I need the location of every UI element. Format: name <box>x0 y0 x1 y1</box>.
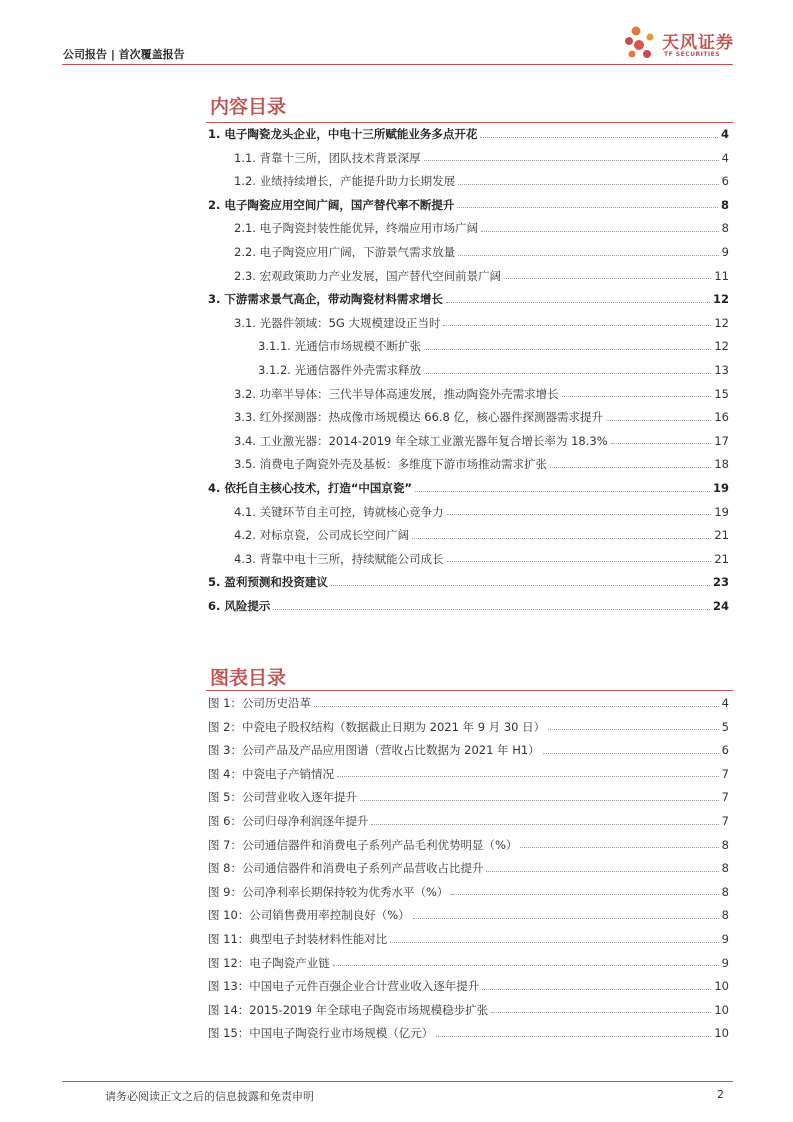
figure-entry-title: 图 6：公司归母净利润逐年提升 <box>208 814 369 828</box>
figure-entry-page: 8 <box>721 861 729 876</box>
figure-entry[interactable] <box>208 952 729 974</box>
toc-entry-page: 4 <box>720 127 729 141</box>
toc-entry[interactable] <box>234 548 729 570</box>
figure-entry[interactable] <box>208 904 729 926</box>
toc-entry-title: 6. 风险提示 <box>208 599 271 613</box>
figure-entry[interactable] <box>208 928 729 950</box>
figure-entry-title: 图 7：公司通信器件和消费电子系列产品毛利优势明显（%） <box>208 837 518 852</box>
toc-entry-page: 17 <box>714 433 729 448</box>
figure-entry-title: 图 15：中国电子陶瓷行业市场规模（亿元） <box>208 1026 434 1041</box>
toc-leader-dots <box>424 160 719 161</box>
toc-entry[interactable] <box>234 265 729 287</box>
toc-entry-title: 3.5. 消费电子陶瓷外壳及基板：多维度下游市场推动需求扩张 <box>234 457 548 472</box>
toc-entry-title: 3.3. 红外探测器：热成像市场规模达 66.8 亿，核心器件探测器需求提升 <box>234 410 604 425</box>
toc-leader-dots <box>424 373 711 374</box>
toc-entry-title: 2.1. 电子陶瓷封装性能优异，终端应用市场广阔 <box>234 221 479 236</box>
figure-entry[interactable] <box>208 810 729 832</box>
toc-leader-dots <box>562 396 712 397</box>
figure-entry-title: 图 5：公司营业收入逐年提升 <box>208 790 357 805</box>
figure-entry-page: 5 <box>721 719 729 734</box>
figure-leader-dots <box>337 776 719 777</box>
figure-leader-dots <box>482 989 711 990</box>
toc-entry-page: 8 <box>721 221 729 236</box>
toc-entry[interactable] <box>234 312 729 334</box>
toc-entry[interactable] <box>208 288 729 310</box>
toc-leader-dots <box>458 184 719 185</box>
toc-entry-page: 9 <box>721 245 729 259</box>
figure-entry[interactable] <box>208 1022 729 1044</box>
toc-entry-title: 1.2. 业绩持续增长，产能提升助力长期发展 <box>234 174 456 189</box>
toc-entry-title: 2. 电子陶瓷应用空间广阔，国产替代率不断提升 <box>208 197 455 212</box>
figure-leader-dots <box>520 847 718 848</box>
figure-entry-page: 9 <box>721 932 729 946</box>
figure-entry[interactable] <box>208 857 729 879</box>
figure-leader-dots <box>436 1036 711 1037</box>
figure-leader-dots <box>491 1012 711 1013</box>
toc-leader-dots <box>504 278 711 279</box>
toc-leader-dots <box>457 207 718 208</box>
toc-entry-title: 3.4. 工业激光器：2014-2019 年全球工业激光器年复合增长率为 18.3% <box>234 433 608 448</box>
toc-leader-dots <box>424 349 711 350</box>
figure-entry-title: 图 9：公司净利率长期保持较为优秀水平（%） <box>208 884 449 899</box>
logo-mark-icon <box>624 24 660 62</box>
toc-entry-page: 12 <box>714 339 729 354</box>
toc-entry-page: 12 <box>714 315 729 330</box>
toc-entry-title: 4.2. 对标京瓷，公司成长空间广阔 <box>234 528 410 543</box>
figure-entry-title: 图 11：典型电子封装材料性能对比 <box>208 932 388 946</box>
toc-entry-title: 3.1. 光器件领域：5G 大规模建设正当时 <box>234 315 441 330</box>
toc-entry-title: 1. 电子陶瓷龙头企业，中电十三所赋能业务多点开花 <box>208 127 478 141</box>
toc-entry[interactable] <box>234 406 729 428</box>
toc-leader-dots <box>611 443 712 444</box>
toc-leader-dots <box>273 609 710 610</box>
toc-entry-title: 3.1.2. 光通信器件外壳需求释放 <box>258 363 422 377</box>
figures-title: 图表目录 <box>210 667 287 689</box>
toc-entry-page: 21 <box>714 551 729 566</box>
figure-leader-dots <box>333 965 719 966</box>
figure-entry-page: 6 <box>721 743 729 758</box>
toc-entry[interactable] <box>208 123 729 145</box>
toc-entry[interactable] <box>208 477 729 499</box>
figure-entry[interactable] <box>208 881 729 903</box>
report-type-label: 公司报告 | 首次覆盖报告 <box>63 48 185 61</box>
toc-entry[interactable] <box>234 170 729 192</box>
toc-leader-dots <box>415 491 710 492</box>
toc-entry-title: 4.3. 背靠中电十三所，持续赋能公司成长 <box>234 551 444 566</box>
toc-leader-dots <box>606 420 711 421</box>
figure-entry-page: 7 <box>721 766 729 781</box>
toc-entry-page: 19 <box>712 481 729 495</box>
header-divider <box>62 64 733 65</box>
figure-entry-title: 图 8：公司通信器件和消费电子系列产品营收占比提升 <box>208 861 484 876</box>
figure-leader-dots <box>314 706 719 707</box>
figure-leader-dots <box>543 753 719 754</box>
figure-entry-page: 8 <box>721 884 729 899</box>
logo-text-cn: 天风证券 <box>662 33 734 53</box>
toc-entry[interactable] <box>234 453 729 475</box>
toc-entry[interactable] <box>234 501 729 523</box>
toc-leader-dots <box>447 561 712 562</box>
toc-entry-title: 5. 盈利预测和投资建议 <box>208 575 328 590</box>
logo-text-en: TF SECURITIES <box>664 51 721 58</box>
page-number: 2 <box>717 1088 724 1101</box>
toc-entry-title: 3. 下游需求景气高企，带动陶瓷材料需求增长 <box>208 292 443 307</box>
toc-leader-dots <box>331 585 710 586</box>
figure-entry[interactable] <box>208 786 729 808</box>
figure-entry-page: 7 <box>721 814 729 828</box>
toc-leader-dots <box>446 302 710 303</box>
toc-entry-title: 4.1. 关键环节自主可控，铸就核心竞争力 <box>234 504 444 519</box>
figure-entry[interactable] <box>208 692 729 714</box>
toc-leader-dots <box>550 467 711 468</box>
figure-entry-title: 图 2：中瓷电子股权结构（数据截止日期为 2021 年 9 月 30 日） <box>208 719 546 734</box>
figure-entry-title: 图 1：公司历史沿革 <box>208 696 311 710</box>
figure-entry[interactable] <box>208 716 729 738</box>
company-logo <box>624 24 734 64</box>
toc-leader-dots <box>412 538 711 539</box>
toc-entry-page: 19 <box>714 504 729 519</box>
toc-entry[interactable] <box>234 217 729 239</box>
toc-entry-page: 24 <box>712 599 729 613</box>
figure-entry-title: 图 4：中瓷电子产销情况 <box>208 766 334 781</box>
toc-entry[interactable] <box>208 595 729 617</box>
toc-entry-title: 3.2. 功率半导体：三代半导体高速发展，推动陶瓷外壳需求增长 <box>234 386 559 401</box>
figure-entry-page: 7 <box>721 790 729 805</box>
toc-entry-page: 12 <box>712 292 729 307</box>
figure-entry[interactable] <box>208 999 729 1021</box>
toc-entry[interactable] <box>234 524 729 546</box>
figure-entry[interactable] <box>208 834 729 856</box>
toc-entry[interactable] <box>258 335 729 357</box>
toc-entry[interactable] <box>208 571 729 593</box>
figure-entry-page: 8 <box>721 837 729 852</box>
footer-divider <box>62 1081 733 1082</box>
toc-entry-page: 16 <box>714 410 729 425</box>
toc-entry-title: 4. 依托自主核心技术，打造“中国京瓷” <box>208 481 412 495</box>
toc-entry-title: 2.2. 电子陶瓷应用广阔，下游景气需求放量 <box>234 245 456 259</box>
toc-entry[interactable] <box>234 383 729 405</box>
figure-entry[interactable] <box>208 763 729 785</box>
toc-leader-dots <box>447 514 712 515</box>
figure-entry-page: 9 <box>721 955 729 970</box>
toc-entry-title: 2.3. 宏观政策助力产业发展，国产替代空间前景广阔 <box>234 268 502 283</box>
figure-leader-dots <box>548 729 719 730</box>
toc-entry[interactable] <box>234 430 729 452</box>
toc-entry-page: 11 <box>714 268 729 283</box>
toc-entry-page: 4 <box>721 150 729 165</box>
figures-title-divider <box>206 690 733 691</box>
toc-leader-dots <box>481 231 719 232</box>
figure-entry-title: 图 14：2015-2019 年全球电子陶瓷市场规模稳步扩张 <box>208 1002 489 1017</box>
toc-entry-page: 6 <box>721 174 729 189</box>
toc-entry-page: 13 <box>714 363 729 377</box>
toc-entry[interactable] <box>258 359 729 381</box>
figure-entry-title: 图 10：公司销售费用率控制良好（%） <box>208 908 410 923</box>
toc-entry-title: 1.1. 背靠十三所，团队技术背景深厚 <box>234 150 421 165</box>
figure-leader-dots <box>360 800 719 801</box>
figure-leader-dots <box>390 942 718 943</box>
figure-entry-page: 10 <box>714 1002 729 1017</box>
figure-entry-page: 10 <box>714 979 729 994</box>
figure-entry-page: 4 <box>721 696 729 710</box>
figure-entry-title: 图 12：电子陶瓷产业链 <box>208 955 330 970</box>
toc-entry[interactable] <box>234 147 729 169</box>
toc-title: 内容目录 <box>210 96 287 118</box>
toc-entry-page: 21 <box>714 528 729 543</box>
footer-disclaimer: 请务必阅读正文之后的信息披露和免责申明 <box>105 1090 314 1103</box>
toc-entry-page: 8 <box>720 197 729 212</box>
figure-entry[interactable] <box>208 975 729 997</box>
figure-entry-title: 图 3：公司产品及产品应用图谱（营收占比数据为 2021 年 H1） <box>208 743 540 758</box>
figure-leader-dots <box>451 894 718 895</box>
toc-leader-dots <box>443 325 711 326</box>
figure-entry[interactable] <box>208 739 729 761</box>
toc-entry[interactable] <box>208 194 729 216</box>
toc-leader-dots <box>458 255 719 256</box>
figure-leader-dots <box>486 871 718 872</box>
figure-entry-page: 8 <box>721 908 729 923</box>
toc-entry-page: 23 <box>712 575 729 590</box>
figure-entry-title: 图 13：中国电子元件百强企业合计营业收入逐年提升 <box>208 979 480 994</box>
toc-entry-page: 18 <box>714 457 729 472</box>
toc-leader-dots <box>480 137 718 138</box>
figure-entry-page: 10 <box>714 1026 729 1041</box>
toc-entry-title: 3.1.1. 光通信市场规模不断扩张 <box>258 339 422 354</box>
figure-leader-dots <box>413 918 719 919</box>
figure-leader-dots <box>371 824 718 825</box>
toc-entry[interactable] <box>234 241 729 263</box>
toc-entry-page: 15 <box>714 386 729 401</box>
